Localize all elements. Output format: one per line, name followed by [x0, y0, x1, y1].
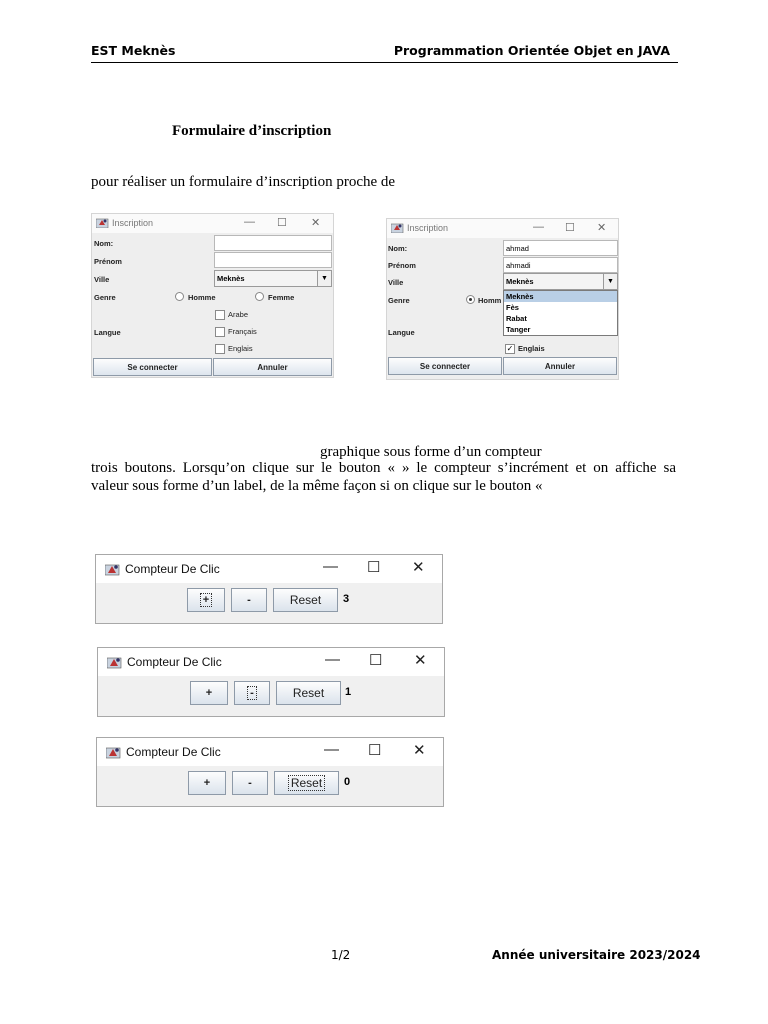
window-title: Compteur De Clic [126, 745, 221, 759]
window-title: Compteur De Clic [125, 562, 220, 576]
nom-field[interactable] [214, 235, 332, 251]
chevron-down-icon[interactable]: ▼ [317, 271, 331, 286]
femme-label: Femme [268, 293, 295, 302]
annuler-button[interactable]: Annuler [213, 358, 332, 376]
annuler-button[interactable]: Annuler [503, 357, 617, 375]
close-icon[interactable]: ✕ [311, 217, 321, 229]
ville-combo[interactable] [503, 273, 618, 290]
se-connecter-button[interactable]: Se connecter [93, 358, 212, 376]
ville-option-tanger[interactable]: Tanger [506, 325, 531, 334]
java-app-icon [106, 745, 121, 759]
ville-label: Ville [388, 278, 404, 287]
title-bar [96, 555, 442, 583]
minimize-icon[interactable]: — [323, 558, 338, 575]
checkbox-englais[interactable] [215, 344, 225, 354]
maximize-icon[interactable]: ☐ [565, 222, 575, 234]
englais-label: Englais [228, 344, 253, 353]
nom-label: Nom: [388, 244, 408, 253]
prenom-label: Prénom [94, 257, 122, 266]
minimize-icon[interactable]: — [533, 221, 544, 233]
counter-value: 3 [343, 593, 350, 605]
increment-label: + [200, 593, 212, 607]
minimize-icon[interactable]: — [244, 216, 255, 228]
ville-combo[interactable] [214, 270, 332, 287]
prenom-field[interactable]: ahmadi [503, 257, 618, 273]
intro-text: pour réaliser un formulaire d’inscription proche de [91, 174, 396, 190]
inscription-window-empty [91, 213, 334, 378]
counter-value: 0 [344, 776, 351, 788]
java-app-icon [96, 217, 109, 228]
ville-selected: Meknès [217, 274, 245, 283]
counter-window-3 [96, 737, 444, 807]
prenom-field[interactable] [214, 252, 332, 268]
langue-label: Langue [388, 328, 415, 337]
decrement-button[interactable] [234, 681, 270, 705]
homme-label: Homme [188, 293, 216, 302]
page-header [91, 42, 678, 63]
englais-label: Englais [518, 344, 545, 353]
radio-femme[interactable] [255, 292, 264, 301]
ville-label: Ville [94, 275, 110, 284]
reset-button[interactable]: Reset [273, 588, 338, 612]
decrement-button[interactable]: - [232, 771, 268, 795]
ville-option-fes[interactable]: Fès [506, 303, 519, 312]
minimize-icon[interactable]: — [325, 651, 340, 668]
nom-field[interactable]: ahmad [503, 240, 618, 256]
counter-window-2 [97, 647, 445, 717]
header-school: EST Meknès [91, 43, 176, 58]
genre-label: Genre [94, 293, 116, 302]
close-icon[interactable]: ✕ [597, 222, 607, 234]
header-course: Programmation Orientée Objet en JAVA [393, 43, 670, 58]
maximize-icon[interactable]: ☐ [369, 652, 383, 669]
checkbox-arabe[interactable] [215, 310, 225, 320]
title-bar [387, 219, 618, 238]
se-connecter-button[interactable]: Se connecter [388, 357, 502, 375]
ville-option-rabat[interactable]: Rabat [506, 314, 527, 323]
counter-window-1 [95, 554, 443, 624]
reset-button[interactable] [274, 771, 339, 795]
decrement-label: - [247, 686, 257, 700]
title-bar [92, 214, 333, 233]
radio-homme[interactable] [466, 295, 475, 304]
reset-button[interactable]: Reset [276, 681, 341, 705]
page-number: 1/2 [331, 948, 351, 962]
inscription-window-filled [386, 218, 619, 380]
window-title: Inscription [112, 218, 154, 228]
java-app-icon [391, 222, 404, 233]
homme-label: Homm [478, 296, 502, 305]
close-icon[interactable]: ✕ [414, 652, 427, 669]
close-icon[interactable]: ✕ [412, 559, 425, 576]
arabe-label: Arabe [228, 310, 249, 319]
paragraph2-line2: trois boutons. Lorsqu’on clique sur le bouton « » le compteur s’incrément et on affiche sa [91, 460, 676, 476]
minimize-icon[interactable]: — [324, 741, 339, 758]
langue-label: Langue [94, 328, 121, 337]
nom-label: Nom: [94, 239, 114, 248]
prenom-label: Prénom [388, 261, 416, 270]
increment-button[interactable]: + [188, 771, 226, 795]
close-icon[interactable]: ✕ [413, 742, 426, 759]
checkbox-francais[interactable] [215, 327, 225, 337]
maximize-icon[interactable]: ☐ [277, 217, 287, 229]
window-title: Inscription [407, 223, 449, 233]
title-bar [98, 648, 444, 676]
paragraph2-line1: graphique sous forme d’un compteur [320, 444, 542, 460]
francais-label: Français [228, 327, 257, 336]
checkbox-englais[interactable]: ✓ [506, 344, 514, 353]
academic-year: Année universitaire 2023/2024 [492, 948, 701, 962]
maximize-icon[interactable]: ☐ [367, 559, 381, 576]
title-bar [97, 738, 443, 766]
increment-button[interactable]: + [190, 681, 228, 705]
window-title: Compteur De Clic [127, 655, 222, 669]
increment-button[interactable] [187, 588, 225, 612]
radio-homme[interactable] [175, 292, 184, 301]
reset-label: Reset [288, 775, 325, 791]
paragraph2-line3: valeur sous forme d’un label, de la même façon si on clique sur le bouton « [91, 478, 543, 494]
chevron-down-icon[interactable]: ▼ [603, 274, 617, 289]
java-app-icon [105, 562, 120, 576]
section-title: Formulaire d’inscription [172, 123, 332, 139]
counter-value: 1 [345, 686, 352, 698]
maximize-icon[interactable]: ☐ [368, 742, 382, 759]
java-app-icon [107, 655, 122, 669]
genre-label: Genre [388, 296, 410, 305]
ville-option-meknes[interactable]: Meknès [504, 291, 617, 302]
ville-dropdown-list [503, 290, 618, 336]
decrement-button[interactable]: - [231, 588, 267, 612]
ville-selected: Meknès [506, 277, 534, 286]
